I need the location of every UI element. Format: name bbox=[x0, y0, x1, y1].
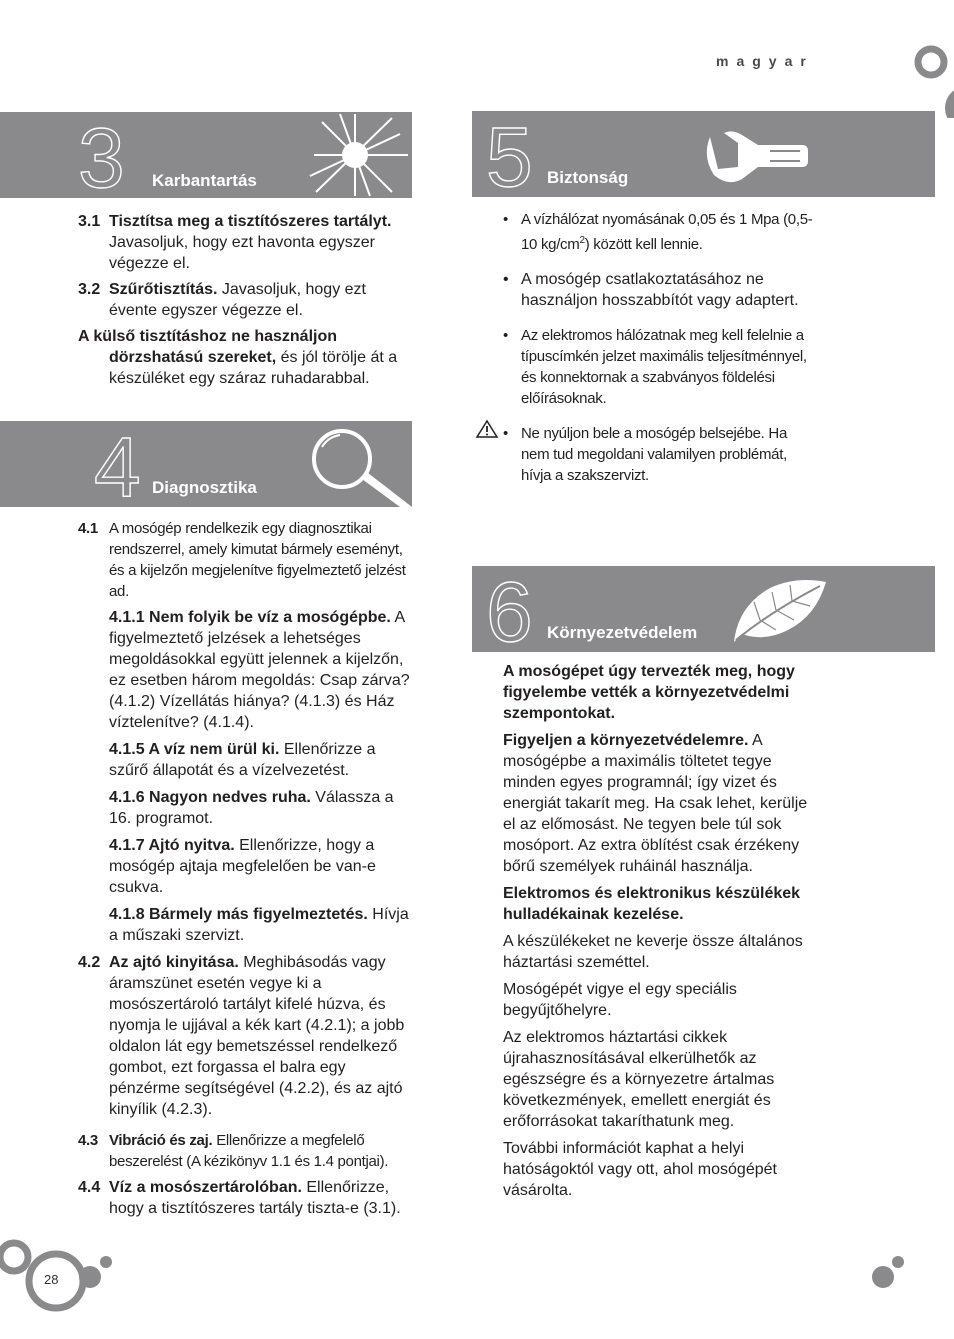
item-4-3 bbox=[78, 1130, 418, 1172]
safety-bullet-3 bbox=[503, 325, 813, 409]
leaf-icon bbox=[730, 576, 830, 646]
section-4-number: 4 bbox=[94, 420, 141, 514]
item-text: Ellenőrizze, hogy a mosógép ajtaja megfelelően be van-e csukva. bbox=[109, 837, 376, 896]
env-paragraph-5: További információt kaphat a helyi hatóságoktól vagy ott, ahol mosógépét vásárolta. bbox=[503, 1140, 777, 1199]
item-heading: Víz a mosószertárolóban. bbox=[109, 1179, 302, 1196]
item-text: Ellenőrizze a szűrő állapotát és a vízelvezetést. bbox=[109, 741, 376, 779]
item-heading: 4.1.1 Nem folyik be víz a mosógépbe. bbox=[109, 609, 391, 626]
safety-text bbox=[503, 209, 813, 500]
item-number: 4.3 bbox=[78, 1132, 98, 1149]
item-4-4 bbox=[78, 1177, 418, 1219]
item-text: Javasoljuk, hogy ezt havonta egyszer végezze el. bbox=[109, 234, 375, 272]
item-4-1-5 bbox=[78, 739, 418, 781]
section-6-title: Környezetvédelem bbox=[547, 623, 698, 642]
section-6-banner bbox=[472, 565, 935, 659]
item-3-1 bbox=[78, 211, 418, 274]
page-number: 28 bbox=[44, 1272, 59, 1287]
item-4-1-6 bbox=[78, 787, 418, 829]
item-3-2 bbox=[78, 279, 418, 321]
maintenance-text bbox=[78, 211, 418, 394]
item-heading: Tisztítsa meg a tisztítószeres tartályt. bbox=[109, 213, 392, 230]
decorative-circles-bottom-left bbox=[0, 1235, 120, 1339]
item-text: Meghibásodás vagy áramszünet esetén vegye ki a mosószertároló tartályt kifelé húzva, és nyomja le ujjával a kék kart (4.2.1); a jobb oldalon lát egy bemetszéssel rendelkező gombot, ezt forgassa el balra egy pénzérme segítségével (4.2.2), és az ajtó kinyílik (4.2.3). bbox=[109, 954, 405, 1118]
decorative-circles-bottom-right bbox=[866, 1250, 906, 1290]
item-4-2 bbox=[78, 952, 418, 1120]
section-4-title: Diagnosztika bbox=[152, 478, 257, 497]
item-4-1-8 bbox=[78, 904, 418, 946]
item-number: 4.2 bbox=[78, 954, 101, 971]
weee-heading-text: Elektromos és elektronikus készülékek hulladékainak kezelése. bbox=[503, 885, 801, 923]
paragraph-text: A mosógépbe a maximális töltetet tegye minden egyes programnál; így vizet és energiát takarít meg. Ha csak lehet, kerülje el az előmosást. Ne tegyen bele túl sok mosóport. Az extra öblítést csak érzékeny bőrű személyek ruháinál használja. bbox=[503, 732, 808, 875]
note-text: és jól törölje át a készüléket egy száraz ruhadarabbal. bbox=[109, 349, 398, 387]
item-4-1-7 bbox=[78, 835, 418, 898]
magnifier-icon bbox=[300, 421, 412, 507]
bullet: • bbox=[503, 271, 509, 288]
item-text: Válassza a 16. programot. bbox=[109, 789, 394, 827]
paragraph-heading: Figyeljen a környezetvédelemre. bbox=[503, 732, 749, 749]
item-text: Hívja a műszaki szervizt. bbox=[109, 906, 409, 944]
item-number: 3.2 bbox=[78, 281, 101, 298]
item-text: Ellenőrizze a megfelelő beszerelést (A kézikönyv 1.1 és 1.4 pontjai). bbox=[109, 1132, 389, 1170]
warning-icon bbox=[475, 419, 499, 439]
weee-heading bbox=[503, 883, 813, 925]
item-text: A mosógép rendelkezik egy diagnosztikai rendszerrel, amely kimutat bármely eseményt, és a kijelzőn megjelenítve figyelmeztető jelzést ad. bbox=[109, 520, 406, 600]
item-4-1-1 bbox=[78, 607, 418, 733]
section-4-banner bbox=[0, 420, 412, 514]
item-heading: 4.1.5 A víz nem ürül ki. bbox=[109, 741, 280, 758]
env-paragraph-2: A készülékeket ne keverje össze általános háztartási szeméttel. bbox=[503, 933, 803, 971]
item-text: Javasoljuk, hogy ezt évente egyszer végezze el. bbox=[109, 281, 366, 319]
env-paragraph-3: Mosógépét vigye el egy speciális begyűjtőhelyre. bbox=[503, 981, 737, 1019]
sparkle-icon bbox=[300, 112, 412, 198]
external-cleaning-note bbox=[78, 326, 418, 389]
section-5-number: 5 bbox=[486, 110, 533, 204]
note-heading: A külső tisztításhoz ne használjon dörzshatású szereket, bbox=[78, 328, 337, 366]
item-heading: 4.1.8 Bármely más figyelmeztetés. bbox=[109, 906, 368, 923]
safety-bullet-1 bbox=[503, 209, 813, 255]
item-heading: 4.1.6 Nagyon nedves ruha. bbox=[109, 789, 311, 806]
safety-bullet-4 bbox=[503, 423, 813, 486]
item-number: 3.1 bbox=[78, 213, 101, 230]
bullet: • bbox=[503, 425, 508, 442]
diagnostics-text bbox=[78, 518, 418, 1224]
section-3-number: 3 bbox=[78, 111, 125, 205]
section-3-banner bbox=[0, 111, 412, 205]
item-text: Ellenőrizze, hogy a tisztítószeres tartály tiszta-e (3.1). bbox=[109, 1179, 401, 1217]
item-number: 4.4 bbox=[78, 1179, 101, 1196]
section-6-number: 6 bbox=[486, 565, 533, 659]
env-intro bbox=[503, 661, 813, 724]
section-5-title: Biztonság bbox=[547, 168, 629, 187]
bullet-text: Ne nyúljon bele a mosógép belsejébe. Ha nem tud megoldani valamilyen problémát, hívja a szakszervizt. bbox=[521, 425, 787, 484]
superscript: 2 bbox=[579, 235, 585, 246]
bullet-text: Az elektromos hálózatnak meg kell felelnie a típuscímkén jelzet maximális teljesítménnyel, és konnektornak a szabványos földelési előírásoknak. bbox=[521, 327, 807, 407]
item-heading: 4.1.7 Ajtó nyitva. bbox=[109, 837, 235, 854]
environment-text bbox=[503, 661, 813, 1207]
bullet-text-cont: ) között kell lennie. bbox=[584, 236, 703, 253]
item-heading: Szűrőtisztítás. bbox=[109, 281, 218, 298]
item-heading: Vibráció és zaj. bbox=[109, 1132, 213, 1149]
safety-bullet-2 bbox=[503, 269, 813, 311]
item-heading: Az ajtó kinyitása. bbox=[109, 954, 239, 971]
env-intro-text: A mosógépet úgy tervezték meg, hogy figyelembe vették a környezetvédelmi szempontokat. bbox=[503, 663, 795, 722]
language-label: magyar bbox=[716, 53, 814, 69]
env-paragraph-1 bbox=[503, 730, 813, 877]
bullet: • bbox=[503, 327, 508, 344]
section-5-banner bbox=[472, 110, 935, 204]
section-3-title: Karbantartás bbox=[152, 171, 257, 190]
env-paragraph-4: Az elektromos háztartási cikkek újrahasznosításával elkerülhetők az egészségre és a környezetre ártalmas következmények, emellett energiát és erőforrásokat takaríthatunk meg. bbox=[503, 1029, 775, 1130]
item-4-1 bbox=[78, 518, 418, 602]
item-number: 4.1 bbox=[78, 520, 98, 537]
wrench-icon bbox=[700, 129, 810, 189]
decorative-circles-top bbox=[905, 38, 954, 118]
item-text: A figyelmeztető jelzések a lehetséges megoldásokkal együtt jelennek a kijelzőn, ez esetben három megoldás: Csap zárva? (4.1.2) Vízellátás hiánya? (4.1.3) és Ház víztelenítve? (4.1.4). bbox=[109, 609, 410, 731]
bullet-text: A mosógép csatlakoztatásához ne használjon hosszabbítót vagy adaptert. bbox=[521, 271, 799, 309]
bullet-text: A vízhálózat nyomásának 0,05 és 1 Mpa (0,5-10 kg/cm bbox=[521, 211, 813, 253]
bullet: • bbox=[503, 211, 508, 228]
